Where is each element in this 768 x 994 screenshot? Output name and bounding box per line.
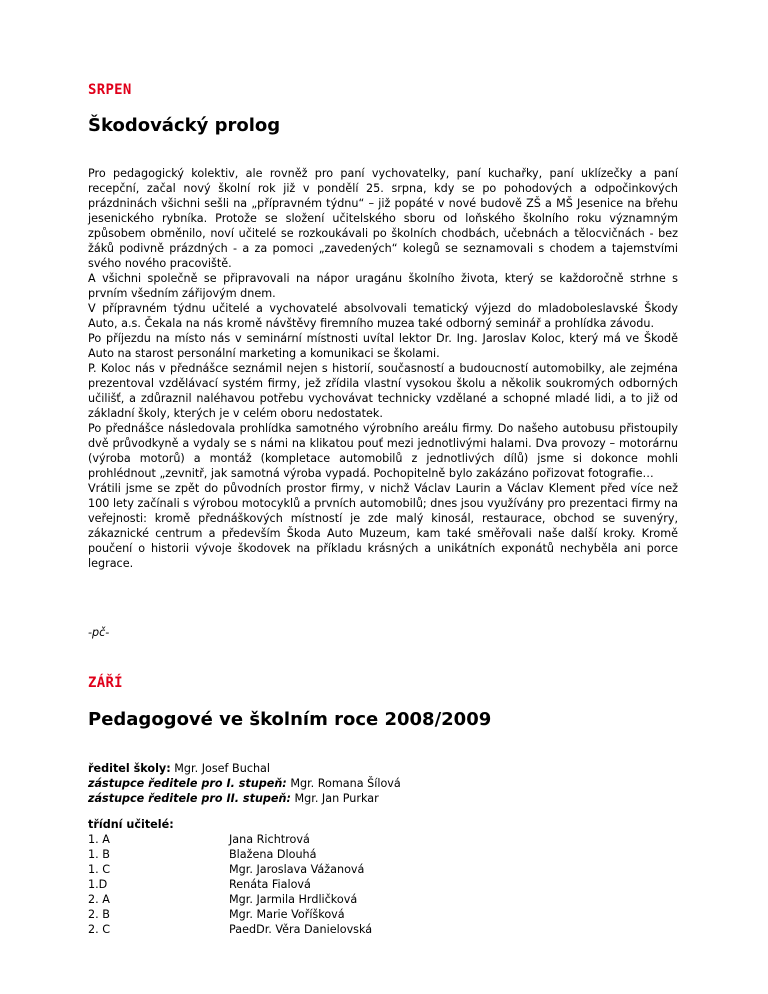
class-code: 1.D xyxy=(88,878,108,891)
article-title-skodovacky-prolog: Škodovácký prolog xyxy=(88,115,281,136)
staff-name: Mgr. Romana Šílová xyxy=(286,777,401,790)
class-row xyxy=(88,922,373,937)
staff-row xyxy=(88,776,401,791)
class-code: 2. A xyxy=(88,893,110,906)
staff-row xyxy=(88,791,401,806)
staff-name: Mgr. Jan Purkar xyxy=(290,792,379,805)
class-code: 1. A xyxy=(88,833,110,846)
class-code: 1. B xyxy=(88,848,110,861)
staff-row xyxy=(88,761,401,776)
class-row xyxy=(88,832,310,847)
paragraph-text: Po přednášce následovala prohlídka samotného výrobního areálu firmy. Do našeho autobusu přistoupily dvě průvodkyně a vydaly se s námi na klikatou pouť mezi jednotlivými halami. Dva provozy – motorárnu (výroba motorů) a montáž (kompletace automobilů z jednotlivých dílů) jsme si dokonce mohli prohlédnout „zevnitř, jak samotná výroba vypadá. Pochopitelně bylo zakázáno pořizovat fotografie… xyxy=(88,422,678,480)
month-heading-zari: ZÁŘÍ xyxy=(88,675,123,691)
paragraph-text: V přípravném týdnu učitelé a vychovatelé absolvovali tematický výjezd do mladoboleslavské Škody Auto, a.s. Čekala na nás kromě návštěvy firemního muzea také odborný seminář a prohlídka závodu. xyxy=(88,302,678,330)
staff-role: ředitel školy: xyxy=(88,762,171,775)
school-management-list xyxy=(88,761,401,806)
class-teachers-list xyxy=(88,817,373,937)
class-code: 2. B xyxy=(88,908,110,921)
paragraph-text: P. Koloc nás v přednášce seznámil nejen s historií, současností a budoucností automobilky, ale zejména prezentoval vzdělávací systém firmy, jež zřídila vlastní vysokou školu a několik soukromých odborných učilišť, a zdůraznil naléhavou potřebu vychovávat technicky vzdělané a schopné mladé lidi, a to již od základní školy, kterých je v celém oboru nedostatek. xyxy=(88,362,678,420)
paragraph-text: A všichni společně se připravovali na nápor uragánu školního života, který se každoročně strhne s prvním všedním zářijovým dnem. xyxy=(88,272,678,300)
article-title-pedagogove: Pedagogové ve školním roce 2008/2009 xyxy=(88,709,492,730)
class-row xyxy=(88,862,365,877)
paragraph-text: Pro pedagogický kolektiv, ale rovněž pro paní vychovatelky, paní kuchařky, paní uklízečky a paní recepční, začal nový školní rok již v pondělí 25. srpna, kdy se po pohodových a odpočinkových prázdninách všichni sešli na „přípravném týdnu“ – již popáté v nové budově ZŠ a MŠ Jesenice na břehu jesenického rybníka. Protože se složení učitelského sboru od loňského školního roku významným způsobem obměnilo, noví učitelé se rozkoukávali po školních chodbách, učebnách a tělocvičnách - bez žáků podivně prázdných - a za pomoci „zavedených“ kolegů se seznamovali s chodem a tajemstvími svého nového pracoviště. xyxy=(88,167,678,270)
class-teacher: Blažena Dlouhá xyxy=(229,848,317,861)
class-teacher: Jana Richtrová xyxy=(229,833,310,846)
class-teacher: Renáta Fialová xyxy=(229,878,311,891)
month-heading-srpen: SRPEN xyxy=(88,82,132,98)
class-teacher: Mgr. Marie Voříšková xyxy=(229,908,345,921)
author-signature: -pč- xyxy=(88,626,110,639)
class-code: 1. C xyxy=(88,863,111,876)
paragraph-text: Vrátili jsme se zpět do původních prostor firmy, v nichž Václav Laurin a Václav Klement před více než 100 lety začínali s výrobou motocyklů a prvních automobilů; dnes jsou využívány pro prezentaci firmy na veřejnosti: kromě přednáškových místností je zde malý kinosál, restaurace, obchod se suvenýry, zákaznické centrum a především Škoda Auto Muzeum, kam také směřovali naše další kroky. Kromě poučení o historii vývoje škodovek na příkladu krásných a unikátních exponátů nechyběla ani porce legrace. xyxy=(88,482,678,570)
class-teacher: Mgr. Jaroslava Vážanová xyxy=(229,863,365,876)
class-row xyxy=(88,847,317,862)
article-paragraph-2 xyxy=(88,301,678,571)
staff-name: Mgr. Josef Buchal xyxy=(170,762,271,775)
class-code: 2. C xyxy=(88,923,111,936)
class-row xyxy=(88,907,345,922)
staff-role: zástupce ředitele pro II. stupeň: xyxy=(88,792,291,805)
class-row xyxy=(88,892,358,907)
class-teacher: Mgr. Jarmila Hrdličková xyxy=(229,893,358,906)
staff-role: zástupce ředitele pro I. stupeň: xyxy=(88,777,287,790)
paragraph-text: Po příjezdu na místo nás v seminární místnosti uvítal lektor Dr. Ing. Jaroslav Koloc, který má ve Škodě Auto na starost personální marketing a komunikaci se školami. xyxy=(88,332,678,360)
class-teachers-heading: třídní učitelé: xyxy=(88,818,174,831)
class-teacher: PaedDr. Věra Danielovská xyxy=(229,923,373,936)
article-paragraph-1 xyxy=(88,166,678,301)
class-row xyxy=(88,877,311,892)
